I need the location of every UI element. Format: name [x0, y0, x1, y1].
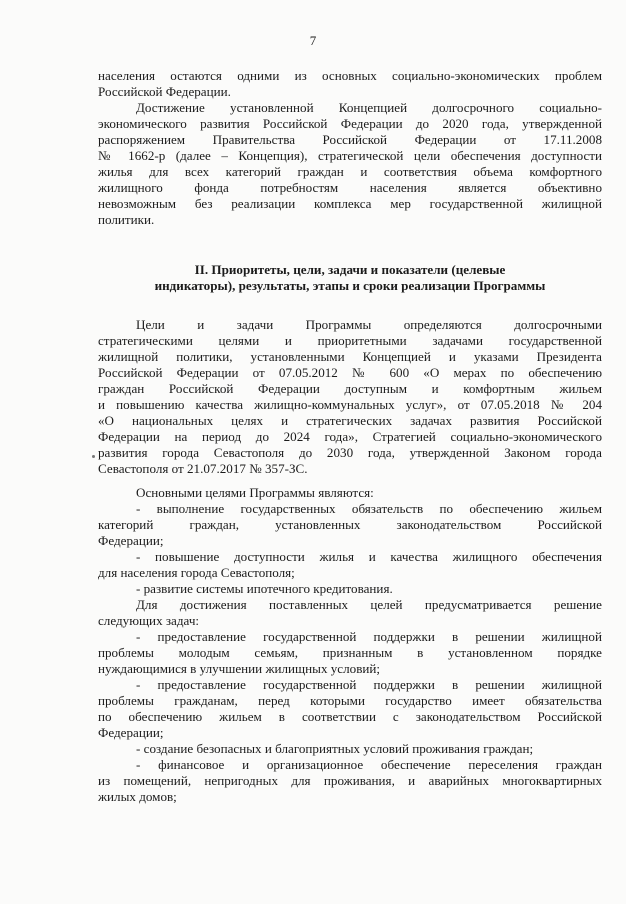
- text-line: Российской Федерации.: [98, 84, 231, 99]
- text-line: стратегическими целями и приоритетными задачами государственной: [98, 333, 602, 348]
- text-line: «О национальных целях и стратегических задачах развития Российской: [98, 413, 602, 428]
- text-line: Основными целями Программы являются:: [136, 485, 374, 500]
- page-number: 7: [309, 33, 317, 48]
- text-line: невозможным без реализации комплекса мер государственной жилищной: [98, 196, 602, 211]
- text-line: развития города Севастополя до 2030 года, утвержденной Законом города: [98, 445, 602, 460]
- text-line: Севастополя от 21.07.2017 № 357-ЗС.: [98, 461, 308, 476]
- text-line: распоряжением Правительства Российской Федерации от 17.11.2008: [98, 132, 602, 147]
- text-line: - финансовое и организационное обеспечение переселения граждан: [136, 757, 602, 772]
- section-heading-line: II. Приоритеты, цели, задачи и показатели (целевые: [194, 262, 506, 277]
- text-line: Федерации;: [98, 533, 164, 548]
- text-line: - развитие системы ипотечного кредитования.: [136, 581, 393, 596]
- text-line: по обеспечению жильем в соответствии с законодательством Российской: [98, 709, 602, 724]
- text-line: нуждающимися в улучшении жилищных условий;: [98, 661, 381, 676]
- text-line: политики.: [98, 212, 155, 227]
- text-line: из помещений, непригодных для проживания, и аварийных многоквартирных: [98, 773, 602, 788]
- text-line: № 1662-р (далее – Концепция), стратегической цели обеспечения доступности: [98, 148, 602, 163]
- text-line: населения остаются одними из основных социально-экономических проблем: [98, 68, 602, 83]
- text-line: Федерации на период до 2024 года», Стратегией социально-экономического: [98, 429, 602, 444]
- text-line: - создание безопасных и благоприятных условий проживания граждан;: [136, 741, 534, 756]
- text-line: - предоставление государственной поддержки в решении жилищной: [136, 629, 602, 644]
- section-heading-line: индикаторы), результаты, этапы и сроки реализации Программы: [154, 278, 546, 293]
- text-line: Федерации;: [98, 725, 164, 740]
- scan-dot: [92, 455, 95, 458]
- text-line: Цели и задачи Программы определяются долгосрочными: [136, 317, 602, 332]
- text-line: следующих задач:: [98, 613, 200, 628]
- text-line: Достижение установленной Концепцией долгосрочного социально-: [136, 100, 602, 115]
- text-line: жилых домов;: [98, 789, 177, 804]
- text-line: для населения города Севастополя;: [98, 565, 295, 580]
- text-line: категорий граждан, установленных законодательством Российской: [98, 517, 602, 532]
- text-line: и повышению качества жилищно-коммунальных услуг», от 07.05.2018 № 204: [98, 397, 602, 412]
- text-line: экономического развития Российской Федерации до 2020 года, утвержденной: [98, 116, 602, 131]
- text-line: - повышение доступности жилья и качества жилищного обеспечения: [136, 549, 602, 564]
- text-line: граждан Российской Федерации доступным и комфортным жильем: [98, 381, 602, 396]
- text-line: - предоставление государственной поддержки в решении жилищной: [136, 677, 602, 692]
- text-line: проблемы гражданам, перед которыми государство имеет обязательства: [98, 693, 602, 708]
- text-line: жилищного фонда потребностям населения является объективно: [98, 180, 602, 195]
- text-line: проблемы молодым семьям, признанным в установленном порядке: [98, 645, 602, 660]
- text-line: жилищной политики, установленными Концепцией и указами Президента: [98, 349, 602, 364]
- text-line: жилья для всех категорий граждан и соответствия объема комфортного: [98, 164, 602, 179]
- text-line: - выполнение государственных обязательств по обеспечению жильем: [136, 501, 602, 516]
- text-line: Российской Федерации от 07.05.2012 № 600 «О мерах по обеспечению: [98, 365, 602, 380]
- text-line: Для достижения поставленных целей предусматривается решение: [136, 597, 602, 612]
